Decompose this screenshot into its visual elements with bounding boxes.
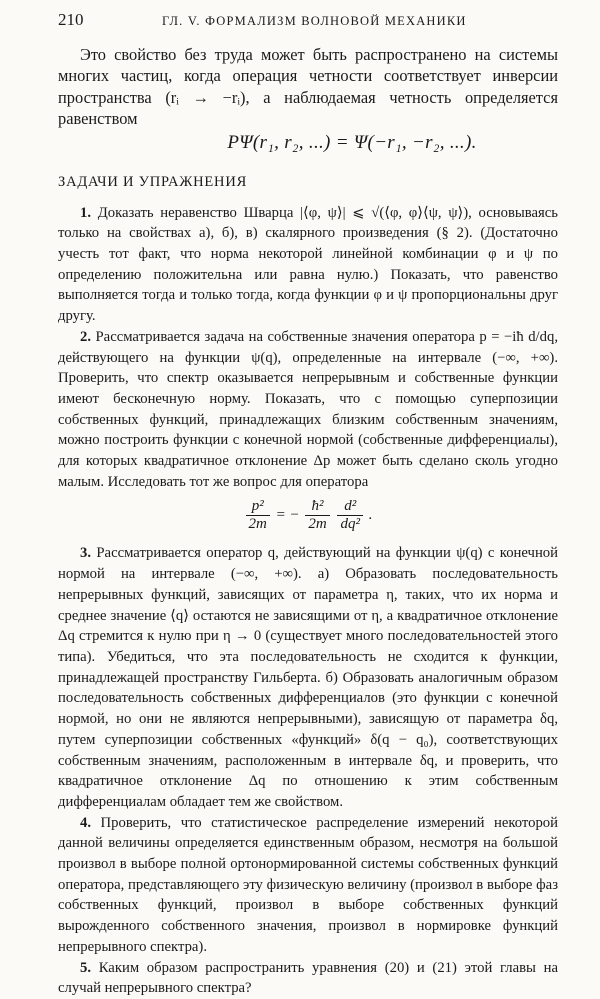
page-header <box>58 10 558 40</box>
fraction-numerator: d² <box>337 498 363 516</box>
fraction-derivative <box>337 498 363 533</box>
fraction-hbar <box>305 498 329 533</box>
problem-2 <box>58 327 558 493</box>
fraction-denominator: 2m <box>308 516 327 533</box>
problem-number: 2. <box>80 328 92 345</box>
problem-4 <box>58 813 558 958</box>
problem-text: Рассматривается задача на собственные значения оператора p = −iħ d/dq, действующего на функции ψ(q), определенные на интервале (−∞, +∞). Проверить, что спектр оказывается непрерывным и собственные функции имеют бесконечную норму. Показать, что с помощью суперпозиции собственных функций, принадлежащих близким собственным значениям, можно построить функции с конечной нормой (собственные дифференциалы), для которых квадратичное отклонение Δp может быть сделано сколь угодно малым. Исследовать тот же вопрос для оператора <box>58 328 558 490</box>
fraction-denominator: 2m <box>248 516 267 533</box>
problem-3 <box>58 543 558 812</box>
hamiltonian-equation <box>58 498 558 533</box>
problem-number: 1. <box>80 204 92 221</box>
problem-text: Рассматривается оператор q, действующий на функции ψ(q) с конечной нормой на интервале (−∞, +∞). а) Образовать последовательность непрерывных функций, зависящих от параметра η, таких, что их норма и среднее значение ⟨q⟩ остаются не зависящими от η, а квадратичное отклонение Δq стремится к нулю при η → 0 (существует много последовательностей этого типа). Убедиться, что эта последовательность не сходится к функции, принадлежащей пространству Гильберта. б) Образовать аналогичным образом последовательность собственных дифференциалов (это функции с конечной нормой, но они не являются непрерывными), зависящую от параметра δq, путем суперпозиции собственных «функций» δ(q − q₀), соответствующих собственным значениям, расположенным в интервале δq, и проверить, что квадратичное отклонение Δq по отношению к этим собственным дифференциалам обладает тем же свойством. <box>58 545 559 810</box>
fraction-lhs <box>246 498 270 533</box>
page-number: 210 <box>58 10 84 29</box>
running-head: ГЛ. V. ФОРМАЛИЗМ ВОЛНОВОЙ МЕХАНИКИ <box>162 14 467 28</box>
problem-number: 3. <box>80 545 92 562</box>
intro-paragraph: Это свойство без труда может быть распространено на системы многих частиц, когда операция четности соответствует инверсии пространства (rᵢ → −rᵢ), а наблюдаемая четность определяется равенством <box>58 45 558 129</box>
fraction-numerator: ħ² <box>305 498 329 516</box>
fraction-denominator: dq² <box>340 516 360 533</box>
problem-5 <box>58 958 558 999</box>
problem-number: 5. <box>80 959 92 976</box>
problem-number: 4. <box>80 814 92 831</box>
equals-minus: = − <box>275 507 300 524</box>
problem-text: Каким образом распространить уравнения (20) и (21) этой главы на случай непрерывного спектра? <box>58 959 558 997</box>
equation-period: . <box>368 507 373 524</box>
problem-text: Проверить, что статистическое распределение измерений некоторой данной величины определяется единственным образом, несмотря на большой произвол в выборе полной ортонормированной системы собственных функций оператора, представляющего эту физическую величину (произвол в выборе фаз собственных функций, произвол в выборе собственных функций вырожденного собственного значения, произвол в нормировке функций непрерывного спектра). <box>58 814 558 955</box>
parity-equation: PΨ(r₁, r₂, ...) = Ψ(−r₁, −r₂, ...). <box>227 131 477 153</box>
section-title: ЗАДАЧИ И УПРАЖНЕНИЯ <box>58 173 248 190</box>
problem-1 <box>58 203 558 327</box>
fraction-numerator: p² <box>246 498 270 516</box>
problem-text: Доказать неравенство Шварца |⟨φ, ψ⟩| ⩽ √(⟨φ, φ⟩⟨ψ, ψ⟩), основываясь только на свойствах а), б), в) скалярного произведения (§ 2). (Достаточно учесть тот факт, что норма некоторой линейной комбинации φ и ψ по определению положительна или равна нулю.) Показать, что равенство выполняется тогда и только тогда, когда функции φ и ψ пропорциональны друг другу. <box>58 204 558 325</box>
